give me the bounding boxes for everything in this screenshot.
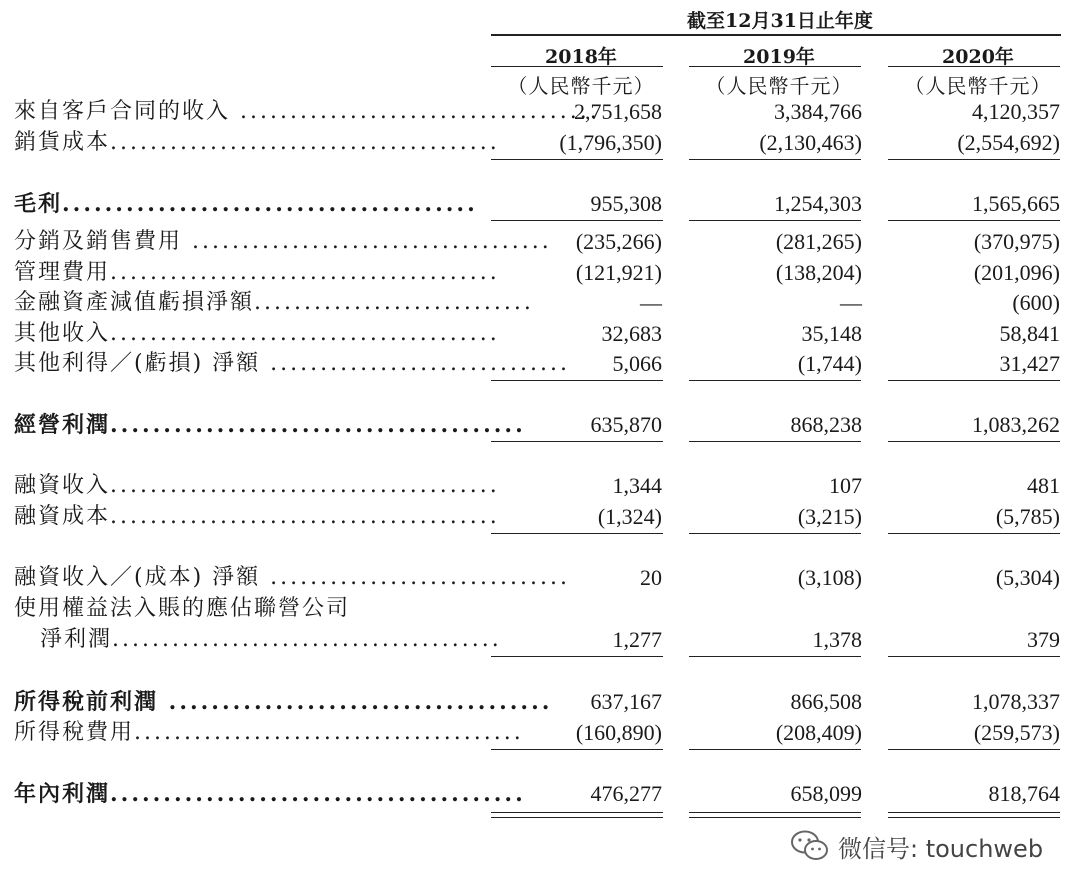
row-label: 來自客戶合同的收入 <box>14 99 231 124</box>
value-2019: (208,409) <box>775 720 862 745</box>
subtotal-rule <box>689 749 861 750</box>
row-label: 金融資產減值虧損淨額 <box>14 290 255 315</box>
unit-2018: （人民幣千元） <box>507 74 655 98</box>
value-2020: 379 <box>1027 627 1060 652</box>
subtotal-rule <box>491 380 663 381</box>
row-cost-of-sales: 銷貨成本....................................... (1,796,350) (2,130,463) (2,554,692) <box>0 127 1080 159</box>
row-label: 管理費用 <box>14 260 111 285</box>
value-2020: (5,304) <box>995 565 1060 590</box>
value-2020: (600) <box>1012 290 1060 315</box>
year-2018: 2018年 <box>545 46 617 68</box>
row-label: 融資成本 <box>14 504 111 529</box>
row-label: 所得稅費用 <box>14 720 135 745</box>
unit-2019: （人民幣千元） <box>705 74 853 98</box>
row-admin-expenses: 管理費用....................................... (121,921) (138,204) (201,096) <box>0 257 1080 289</box>
wechat-icon <box>790 829 830 863</box>
value-2019: 107 <box>829 473 862 498</box>
value-2018: (1,324) <box>597 504 662 529</box>
subtotal-rule <box>689 380 861 381</box>
watermark <box>790 826 1043 866</box>
subtotal-rule <box>888 441 1060 442</box>
value-2018: 5,066 <box>612 351 662 376</box>
total-rule <box>888 812 1060 813</box>
value-2018: 476,277 <box>590 781 662 806</box>
subtotal-rule <box>491 220 663 221</box>
value-2020: 31,427 <box>999 351 1060 376</box>
value-2020: 1,083,262 <box>972 412 1060 437</box>
value-2019: (138,204) <box>775 260 862 285</box>
value-2020: 58,841 <box>999 321 1060 346</box>
value-2020: (201,096) <box>973 260 1060 285</box>
row-label: 淨利潤 <box>40 627 113 652</box>
subtotal-rule <box>491 159 663 160</box>
row-label: 其他利得／(虧損) 淨額 <box>14 351 261 376</box>
value-2019: 868,238 <box>790 412 862 437</box>
total-rule <box>689 812 861 813</box>
row-impairment-losses: 金融資產減值虧損淨額............................ — — (600) <box>0 287 1080 319</box>
unit-2020: （人民幣千元） <box>904 74 1052 98</box>
row-associates-profit: 淨利潤....................................... 1,277 1,378 379 <box>0 624 1080 656</box>
value-2018: 635,870 <box>590 412 662 437</box>
value-2018: 20 <box>640 565 662 590</box>
subtotal-rule <box>888 380 1060 381</box>
value-2018: (160,890) <box>575 720 662 745</box>
subtotal-rule <box>888 533 1060 534</box>
subtotal-rule <box>689 656 861 657</box>
row-label: 融資收入 <box>14 473 111 498</box>
value-2018: — <box>640 290 662 315</box>
value-2020: 1,565,665 <box>972 191 1060 216</box>
row-label: 使用權益法入賬的應佔聯營公司 <box>14 596 351 621</box>
total-rule <box>491 817 663 818</box>
row-associates-label <box>0 593 1080 625</box>
subtotal-rule <box>689 159 861 160</box>
row-profit-before-tax: 所得稅前利潤 .................................... 637,167 866,508 1,078,337 <box>0 686 1080 718</box>
row-label: 分銷及銷售費用 <box>14 229 183 254</box>
subtotal-rule <box>689 533 861 534</box>
subtotal-rule <box>491 533 663 534</box>
value-2019: (3,215) <box>797 504 862 529</box>
value-2018: 32,683 <box>601 321 662 346</box>
value-2020: (5,785) <box>995 504 1060 529</box>
total-rule <box>491 812 663 813</box>
year-rule-2018 <box>491 66 663 67</box>
year-rule-2019 <box>689 66 861 67</box>
value-2020: 481 <box>1027 473 1060 498</box>
value-2019: 1,254,303 <box>774 191 862 216</box>
value-2020: (259,573) <box>973 720 1060 745</box>
row-finance-income: 融資收入....................................... 1,344 107 481 <box>0 470 1080 502</box>
value-2019: (1,744) <box>797 351 862 376</box>
row-label: 經營利潤 <box>14 412 111 438</box>
value-2019: 866,508 <box>790 689 862 714</box>
subtotal-rule <box>689 441 861 442</box>
value-2018: (121,921) <box>575 260 662 285</box>
year-2020: 2020年 <box>942 46 1014 68</box>
value-2018: (1,796,350) <box>559 130 662 155</box>
row-profit-for-year: 年內利潤....................................... 476,277 658,099 818,764 <box>0 778 1080 810</box>
value-2018: 1,344 <box>612 473 662 498</box>
row-label: 融資收入／(成本) 淨額 <box>14 565 261 590</box>
value-2019: 3,384,766 <box>774 99 862 124</box>
year-2019: 2019年 <box>743 46 815 68</box>
value-2018: 2,751,658 <box>574 99 662 124</box>
subtotal-rule <box>491 441 663 442</box>
value-2018: 955,308 <box>590 191 662 216</box>
header-rule <box>491 34 1061 36</box>
value-2020: 4,120,357 <box>972 99 1060 124</box>
row-other-income: 其他收入....................................... 32,683 35,148 58,841 <box>0 318 1080 350</box>
row-net-finance: 融資收入／(成本) 淨額 .............................. 20 (3,108) (5,304) <box>0 562 1080 594</box>
subtotal-rule <box>491 749 663 750</box>
value-2019: (281,265) <box>775 229 862 254</box>
subtotal-rule <box>888 159 1060 160</box>
row-label: 年內利潤 <box>14 781 111 807</box>
value-2018: 1,277 <box>612 627 662 652</box>
value-2018: 637,167 <box>590 689 662 714</box>
total-rule <box>888 817 1060 818</box>
row-operating-profit: 經營利潤....................................... 635,870 868,238 1,083,262 <box>0 409 1080 441</box>
value-2019: (2,130,463) <box>759 130 862 155</box>
value-2020: 818,764 <box>988 781 1060 806</box>
watermark-text: 微信号: touchweb <box>838 834 1044 863</box>
row-label: 所得稅前利潤 <box>14 689 159 715</box>
year-rule-2020 <box>888 66 1060 67</box>
total-rule <box>689 817 861 818</box>
row-revenue: 來自客戶合同的收入 .................................... 2,751,658 3,384,766 4,120,357 <box>0 96 1080 128</box>
value-2019: 1,378 <box>812 627 862 652</box>
value-2019: — <box>840 290 862 315</box>
value-2020: (2,554,692) <box>957 130 1060 155</box>
row-distribution-expenses: 分銷及銷售費用 .................................... (235,266) (281,265) (370,975) <box>0 226 1080 258</box>
row-finance-costs: 融資成本....................................... (1,324) (3,215) (5,785) <box>0 501 1080 533</box>
row-gross-profit: 毛利....................................... 955,308 1,254,303 1,565,665 <box>0 188 1080 220</box>
value-2019: 658,099 <box>790 781 862 806</box>
subtotal-rule <box>888 220 1060 221</box>
row-other-gains-losses: 其他利得／(虧損) 淨額 .............................. 5,066 (1,744) 31,427 <box>0 348 1080 380</box>
subtotal-rule <box>888 656 1060 657</box>
row-label: 其他收入 <box>14 321 111 346</box>
value-2018: (235,266) <box>575 229 662 254</box>
value-2020: 1,078,337 <box>972 689 1060 714</box>
value-2019: (3,108) <box>797 565 862 590</box>
subtotal-rule <box>689 220 861 221</box>
subtotal-rule <box>888 749 1060 750</box>
row-income-tax: 所得稅費用....................................... (160,890) (208,409) (259,573) <box>0 717 1080 749</box>
period-header: 截至12月31日止年度 <box>687 10 873 32</box>
subtotal-rule <box>491 656 663 657</box>
value-2019: 35,148 <box>801 321 862 346</box>
value-2020: (370,975) <box>973 229 1060 254</box>
row-label: 毛利 <box>14 191 63 217</box>
row-label: 銷貨成本 <box>14 130 111 155</box>
